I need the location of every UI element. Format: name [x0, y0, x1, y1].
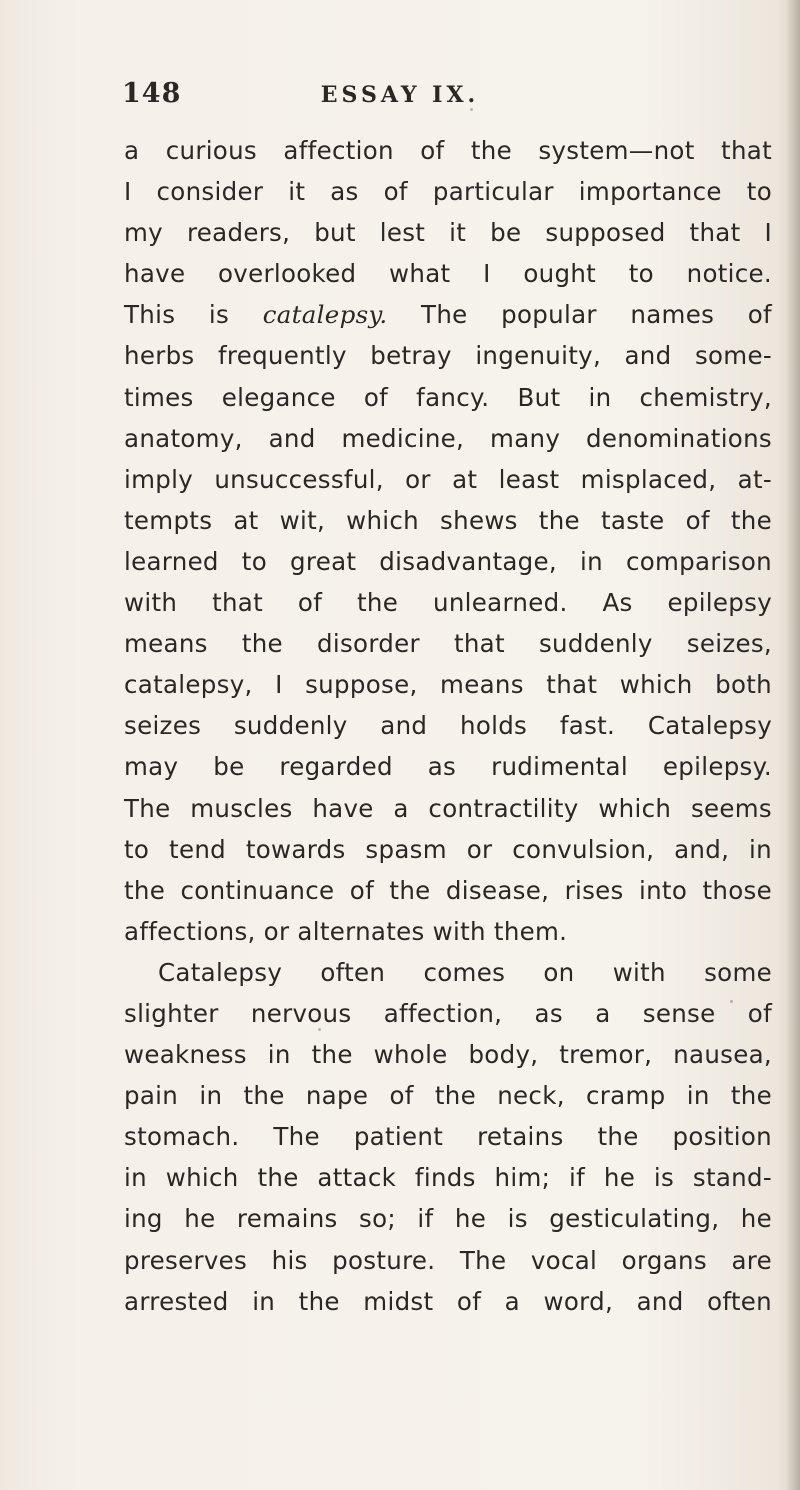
text-line — [124, 1281, 772, 1322]
text-line — [124, 459, 772, 500]
text-segment: stomach. The patient retains the position — [124, 1122, 772, 1152]
text-segment: herbs frequently betray ingenuity, and some- — [124, 341, 772, 371]
text-segment: the continuance of the disease, rises into those — [124, 875, 772, 905]
text-segment: seizes suddenly and holds fast. Catalepsy — [124, 711, 772, 741]
text-line — [124, 664, 772, 705]
text-segment: to tend towards spasm or convulsion, and, in — [124, 834, 772, 864]
text-line — [124, 1075, 772, 1116]
text-segment: learned to great disadvantage, in comparison — [124, 546, 772, 576]
running-head: ESSAY IX. — [320, 82, 480, 108]
text-line — [124, 418, 772, 459]
text-segment: may be regarded as rudimental epilepsy. — [124, 752, 772, 782]
text-line — [124, 1034, 772, 1075]
text-segment: with that of the unlearned. As epilepsy — [124, 588, 772, 618]
text-segment: have overlooked what I ought to notice. — [124, 259, 772, 289]
text-segment: I consider it as of particular importance to — [124, 177, 772, 207]
text-line — [124, 911, 772, 952]
text-segment: pain in the nape of the neck, cramp in the — [124, 1081, 772, 1111]
text-segment: means the disorder that suddenly seizes, — [124, 629, 772, 659]
text-segment: ing he remains so; if he is gesticulating, he — [124, 1204, 772, 1234]
text-line — [124, 1116, 772, 1157]
text-segment: anatomy, and medicine, many denominations — [124, 423, 772, 453]
text-segment: slighter nervous affection, as a sense of — [124, 998, 772, 1028]
text-segment: affections, or alternates with them. — [124, 916, 568, 946]
italic-term: catalepsy. — [262, 300, 388, 330]
page-header — [0, 78, 800, 118]
text-segment: my readers, but lest it be supposed that I — [124, 218, 772, 248]
text-line — [124, 952, 772, 993]
text-line — [124, 212, 772, 253]
text-line — [124, 377, 772, 418]
text-segment: a curious affection of the system—not that — [124, 136, 772, 165]
page-edge-shadow — [786, 0, 800, 1490]
text-segment: times elegance of fancy. But in chemistry, — [124, 382, 772, 412]
text-segment: preserves his posture. The vocal organs are — [124, 1245, 772, 1275]
text-line — [124, 1240, 772, 1281]
text-line — [124, 171, 772, 212]
text-segment: in which the attack finds him; if he is stand- — [124, 1163, 772, 1193]
text-line — [124, 1157, 772, 1198]
text-line — [124, 993, 772, 1034]
text-line — [124, 294, 772, 335]
paper-speck — [318, 1028, 321, 1031]
text-line — [124, 623, 772, 664]
text-line — [124, 870, 772, 911]
body-text — [124, 130, 772, 1322]
text-segment: tempts at wit, which shews the taste of the — [124, 505, 772, 535]
text-segment: Catalepsy often comes on with some — [158, 957, 772, 987]
text-segment: weakness in the whole body, tremor, nausea, — [124, 1040, 772, 1070]
text-line — [124, 746, 772, 787]
text-line — [124, 582, 772, 623]
paper-speck — [730, 1000, 733, 1003]
text-segment: arrested in the midst of a word, and often — [124, 1286, 772, 1316]
page-number: 148 — [122, 78, 182, 109]
text-line — [124, 788, 772, 829]
text-segment: The popular names of — [387, 300, 772, 330]
text-segment: This is — [124, 300, 263, 330]
text-line — [124, 500, 772, 541]
text-line — [124, 829, 772, 870]
text-line — [124, 705, 772, 746]
text-segment: The muscles have a contractility which seems — [124, 793, 772, 823]
text-segment: imply unsuccessful, or at least misplaced, at- — [124, 464, 772, 494]
text-line — [124, 253, 772, 294]
text-line — [124, 130, 772, 171]
text-line — [124, 1198, 772, 1239]
text-line — [124, 335, 772, 376]
paper-speck — [470, 108, 473, 111]
text-segment: catalepsy, I suppose, means that which both — [124, 670, 772, 700]
text-line — [124, 541, 772, 582]
